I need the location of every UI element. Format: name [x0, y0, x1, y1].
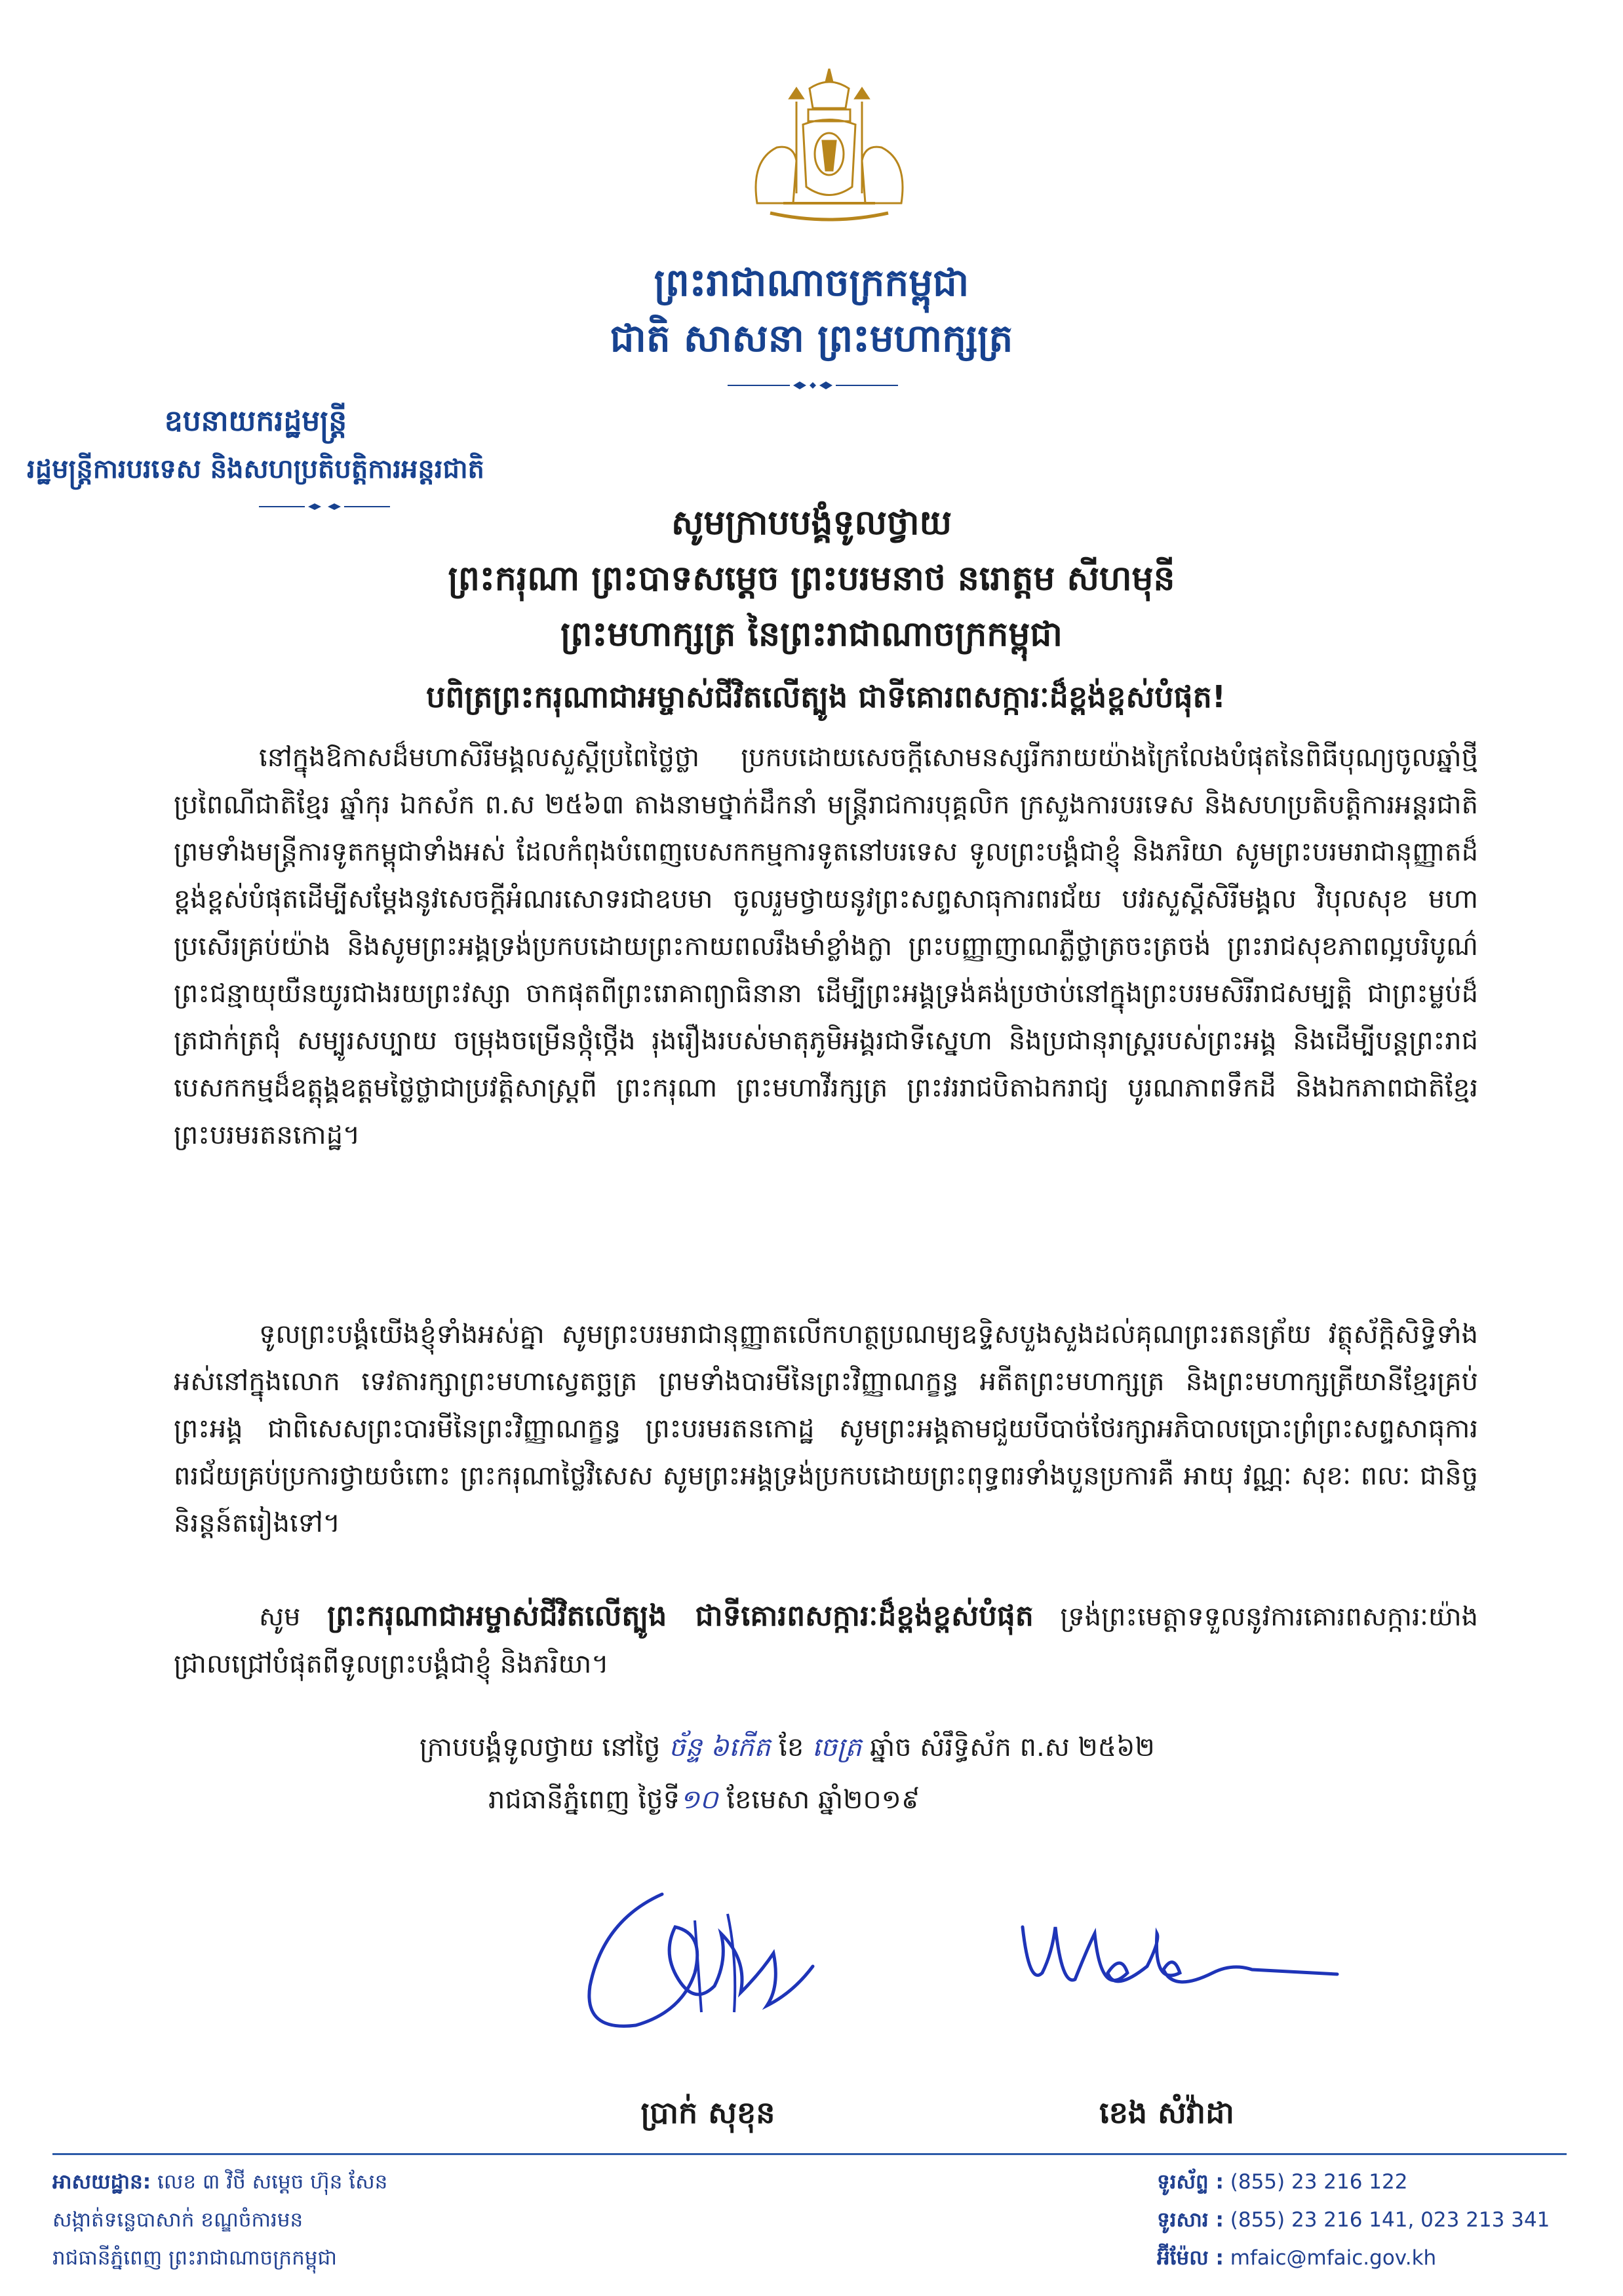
ministry-title: ឧបនាយករដ្ឋមន្ត្រី: [164, 404, 347, 438]
footer-contacts: [1157, 2163, 1616, 2277]
paragraph-3-prefix: សូម: [259, 1602, 301, 1632]
paragraph-3-emphasis: ព្រះករុណាជាអម្ចាស់ជីវិតលើត្បូង ជាទីគោរពសក្ការៈដ៏ខ្ពង់ខ្ពស់បំផុត: [327, 1599, 1034, 1633]
salutation: បពិត្រព្រះករុណាជាអម្ចាស់ជីវិតលើត្បូង ជាទីគោរពសក្ការៈដ៏ខ្ពង់ខ្ពស់បំផុត!: [426, 679, 1226, 714]
lunar-month-prefix: ខែ: [779, 1732, 804, 1762]
royal-coat-of-arms-icon: [731, 62, 928, 229]
address-line: រាជធានីភ្នំពេញ ព្រះរាជាណាចក្រកម្ពុជា: [52, 2246, 337, 2270]
address-line-3: ព្រះមហាក្សត្រ នៃព្រះរាជាណាចក្រកម្ពុជា: [560, 614, 1063, 654]
solar-day-handwritten: ១០: [680, 1785, 718, 1815]
fax-number: (855) 23 216 141, 023 213 341: [1230, 2208, 1550, 2232]
address-line-2: ព្រះករុណា ព្រះបាទសម្តេច ព្រះបរមនាថ នរោត្តម សីហមុនី: [448, 558, 1175, 598]
address-line: លេខ ៣ វិថី សម្តេច ហ៊ុន សែន: [157, 2170, 388, 2194]
signatory-name: ខេង សំវ៉ាដា: [1099, 2095, 1234, 2130]
ministry-subtitle: រដ្ឋមន្ត្រីការបរទេស និងសហប្រតិបត្តិការអន្តរជាតិ: [27, 454, 484, 484]
phone-number: (855) 23 216 122: [1230, 2170, 1408, 2194]
body-paragraph-3: [174, 1593, 1478, 1688]
signatory-name: ប្រាក់ សុខុន: [640, 2095, 775, 2130]
solar-suffix: ខែមេសា ឆ្នាំ២០១៩: [726, 1785, 920, 1815]
lunar-day-handwritten: ច័ន្ទ ៦កើត: [669, 1732, 771, 1762]
footer-divider: [52, 2153, 1567, 2155]
body-paragraph-1: នៅក្នុងឱកាសដ៏មហាសិរីមង្គលសួស្តីប្រពៃថ្លៃថ្លា ប្រកបដោយសេចក្តីសោមនស្សរីករាយយ៉ាងក្រៃលែងបំផុតនៃពិធីបុណ្យចូលឆ្នាំថ្មីប្រពៃណីជាតិខ្មែរ ឆ្នាំកុរ ឯកស័ក ព.ស ២៥៦៣ តាងនាមថ្នាក់ដឹកនាំ មន្ត្រីរាជការបុគ្គលិក ក្រសួងការបរទេស និងសហប្រតិបត្តិការអន្តរជាតិ ព្រមទាំងមន្ត្រីការទូតកម្ពុជាទាំងអស់ ដែលកំពុងបំពេញបេសកកម្មការទូតនៅបរទេស ទូលព្រះបង្គំជាខ្ញុំ និងភរិយា សូមព្រះបរមរាជានុញ្ញាតដ៏ខ្ពង់ខ្ពស់បំផុតដើម្បីសម្តែងនូវសេចក្តីអំណរសោទរជាឧបមា ចូលរួមថ្វាយនូវព្រះសព្ទសាធុការពរជ័យ បវរសួស្តីសិរីមង្គល វិបុលសុខ មហាប្រសើរគ្រប់យ៉ាង និងសូមព្រះអង្គទ្រង់ប្រកបដោយព្រះកាយពលរឹងមាំខ្លាំងក្លា ព្រះបញ្ញាញាណភ្លឺថ្លាត្រចះត្រចង់ ព្រះរាជសុខភាពល្អបរិបូណ៌ ព្រះជន្មាយុយឺនយូរជាងរយព្រះវស្សា ចាកផុតពីព្រះរោគាព្យាធិនានា ដើម្បីព្រះអង្គទ្រង់គង់ប្រថាប់នៅក្នុងព្រះបរមសិរីរាជសម្បត្តិ ជាព្រះម្លប់ដ៏ត្រជាក់ត្រជុំ សម្បូរសប្បាយ ចម្រុងចម្រើនថ្កុំថ្កើង រុងរឿងរបស់មាតុភូមិអង្គរជាទីស្នេហា និងប្រជានុរាស្ត្ររបស់ព្រះអង្គ និងដើម្បីបន្តព្រះរាជបេសកកម្មដ៏ឧត្តុង្គឧត្តមថ្លៃថ្លាជាប្រវត្តិសាស្ត្រពី ព្រះករុណា ព្រះមហាវីរក្សត្រ ព្រះវររាជបិតាឯករាជ្យ បូរណភាពទឹកដី និងឯកភាពជាតិខ្មែរ ព្រះបរមរតនកោដ្ឋ។: [174, 743, 1478, 1150]
paragraph-3-suffix: ទ្រង់ព្រះមេត្តាទទួលនូវការគោរពសក្ការៈយ៉ាងជ្រាលជ្រៅបំផុតពីទូលព្រះបង្គំជាខ្ញុំ និងភរិយា។: [174, 1602, 1479, 1679]
email-address[interactable]: mfaic@mfaic.gov.kh: [1230, 2246, 1437, 2270]
address-line: សង្កាត់ទន្លេបាសាក់ ខណ្ឌចំការមន: [52, 2208, 303, 2232]
lunar-year: ឆ្នាំច សំរឹទ្ធិស័ក ព.ស ២៥៦២: [870, 1732, 1155, 1762]
phone-label: ទូរស័ព្ទ :: [1157, 2170, 1224, 2194]
email-label: អ៊ីម៉ែល :: [1157, 2246, 1224, 2270]
lunar-prefix: ក្រាបបង្គំទូលថ្វាយ នៅថ្ងៃ: [420, 1732, 661, 1762]
address-label: អាសយដ្ឋាន:: [52, 2170, 151, 2194]
solar-dateline: [488, 1783, 1603, 1821]
lunar-month-handwritten: ចេត្រ: [812, 1732, 862, 1762]
kingdom-title: ព្រះរាជាណាចក្រកម្ពុជា: [654, 260, 969, 305]
lunar-dateline: [420, 1730, 1534, 1769]
signature-1: [564, 1881, 839, 2052]
signature-2: [1016, 1901, 1344, 2025]
kingdom-motto: ជាតិ សាសនា ព្រះមហាក្សត្រ: [610, 316, 1013, 360]
solar-prefix: រាជធានីភ្នំពេញ ថ្ងៃទី: [488, 1785, 680, 1815]
address-line-1: សូមក្រាបបង្គំទូលថ្វាយ: [671, 503, 952, 543]
fax-label: ទូរសារ :: [1157, 2208, 1224, 2232]
body-paragraph-2: ទូលព្រះបង្គំយើងខ្ញុំទាំងអស់គ្នា សូមព្រះបរមរាជានុញ្ញាតលើកហត្ថប្រណម្យឧទ្ទិសបួងសួងដល់គុណព្រះរតនត្រ័យ វត្ថុស័ក្តិសិទ្ធិទាំងអស់នៅក្នុងលោក ទេវតារក្សាព្រះមហាស្វេតច្ឆត្រ ព្រមទាំងបារមីនៃព្រះវិញ្ញាណក្ខន្ធ អតីតព្រះមហាក្សត្រ និងព្រះមហាក្សត្រីយានីខ្មែរគ្រប់ព្រះអង្គ ជាពិសេសព្រះបារមីនៃព្រះវិញ្ញាណក្ខន្ធ ព្រះបរមរតនកោដ្ឋ សូមព្រះអង្គតាមជួយបីបាច់ថែរក្សាអភិបាលប្រោះព្រំព្រះសព្ទសាធុការពរជ័យគ្រប់ប្រការថ្វាយចំពោះ ព្រះករុណាថ្លៃវិសេស សូមព្រះអង្គទ្រង់ប្រកបដោយព្រះពុទ្ធពរទាំងបួនប្រការគឺ អាយុ វណ្ណៈ សុខៈ ពលៈ ជានិច្ចនិរន្តន៍តរៀងទៅ។: [174, 1319, 1478, 1538]
footer-address: [52, 2163, 839, 2277]
ornamental-divider: [728, 379, 898, 392]
